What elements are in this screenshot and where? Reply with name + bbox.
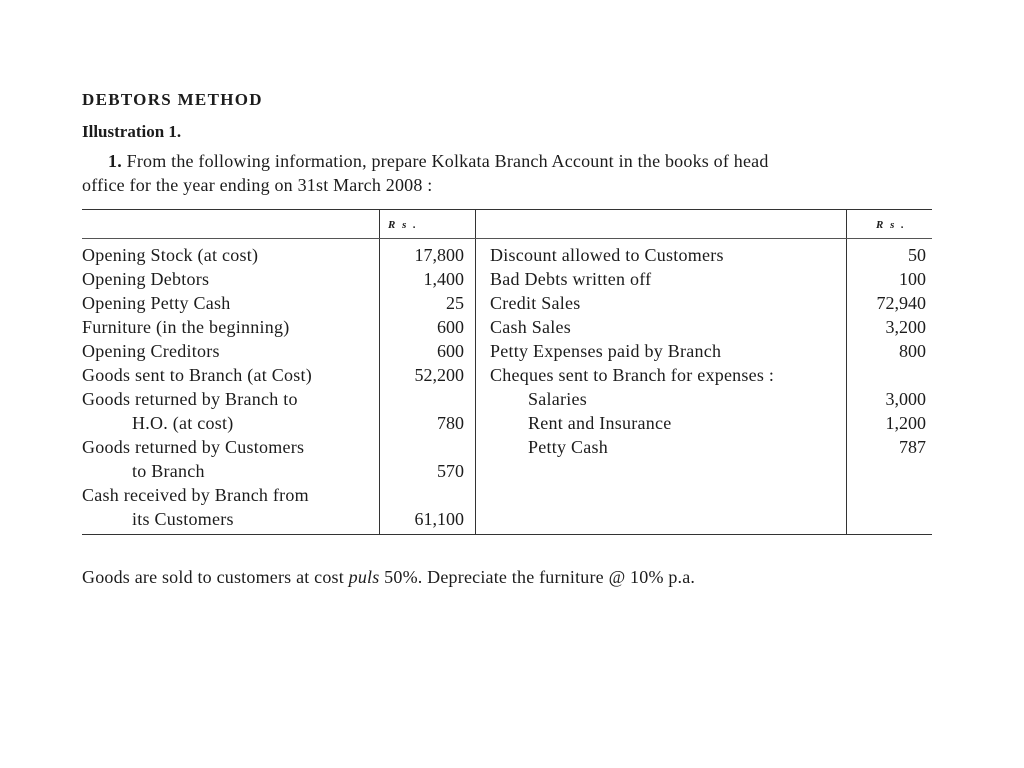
right-row-label: Petty Expenses paid by Branch <box>490 341 722 361</box>
right-row-label: Cash Sales <box>490 317 571 337</box>
section-heading: DEBTORS METHOD <box>82 90 263 109</box>
right-row-label: Cheques sent to Branch for expenses : <box>490 365 775 385</box>
right-row-label: Credit Sales <box>490 293 581 313</box>
column-divider-middle <box>475 210 476 534</box>
right-row-amount: 800 <box>899 341 926 361</box>
column-divider-right-amount <box>846 210 847 534</box>
left-row-label: its Customers <box>132 509 234 529</box>
left-row-label: Opening Creditors <box>82 341 220 361</box>
left-row-amount: 52,200 <box>414 365 464 385</box>
left-row-label: Opening Stock (at cost) <box>82 245 259 265</box>
right-row-amount: 3,000 <box>885 389 926 409</box>
right-row-label: Discount allowed to Customers <box>490 245 724 265</box>
left-row-amount: 780 <box>437 413 464 433</box>
left-row-amount: 25 <box>446 293 464 313</box>
right-currency-header: R s . <box>876 219 906 231</box>
right-row-label: Salaries <box>528 389 587 409</box>
left-row-label: Goods returned by Customers <box>82 437 305 457</box>
left-row-amount: 1,400 <box>423 269 464 289</box>
right-row-amount: 3,200 <box>885 317 926 337</box>
footnote <box>82 565 695 589</box>
column-divider-left-amount <box>379 210 380 534</box>
left-row-label: Opening Debtors <box>82 269 210 289</box>
left-row-label: Cash received by Branch from <box>82 485 309 505</box>
left-row-label: Opening Petty Cash <box>82 293 231 313</box>
footnote-text-1: Goods are sold to customers at cost <box>82 567 349 587</box>
left-row-label: to Branch <box>132 461 205 481</box>
branch-ledger-table <box>82 209 932 535</box>
left-row-amount: 61,100 <box>414 509 464 529</box>
right-row-label: Bad Debts written off <box>490 269 652 289</box>
footnote-emphasis: puls <box>348 567 380 587</box>
header-rule <box>82 238 932 239</box>
right-row-amount: 100 <box>899 269 926 289</box>
left-row-label: Furniture (in the beginning) <box>82 317 290 337</box>
right-row-amount: 72,940 <box>876 293 926 313</box>
problem-line-1 <box>82 149 942 173</box>
left-row-amount: 600 <box>437 341 464 361</box>
illustration-title: Illustration 1. <box>82 122 182 141</box>
problem-text-1: From the following information, prepare Kolkata Branch Account in the books of head <box>126 151 769 171</box>
right-row-label: Rent and Insurance <box>528 413 672 433</box>
left-row-amount: 600 <box>437 317 464 337</box>
left-row-label: Goods sent to Branch (at Cost) <box>82 365 312 385</box>
right-row-amount: 787 <box>899 437 926 457</box>
left-row-label: H.O. (at cost) <box>132 413 234 433</box>
left-currency-header: R s . <box>388 219 418 231</box>
problem-statement <box>82 149 942 197</box>
left-row-amount: 17,800 <box>414 245 464 265</box>
left-row-amount: 570 <box>437 461 464 481</box>
right-row-label: Petty Cash <box>528 437 609 457</box>
problem-number: 1. <box>108 151 122 171</box>
left-row-label: Goods returned by Branch to <box>82 389 298 409</box>
right-row-amount: 50 <box>908 245 926 265</box>
right-row-amount: 1,200 <box>885 413 926 433</box>
footnote-text-2: 50%. Depreciate the furniture @ 10% p.a. <box>379 567 696 587</box>
problem-line-2: office for the year ending on 31st March 2008 : <box>82 175 433 195</box>
